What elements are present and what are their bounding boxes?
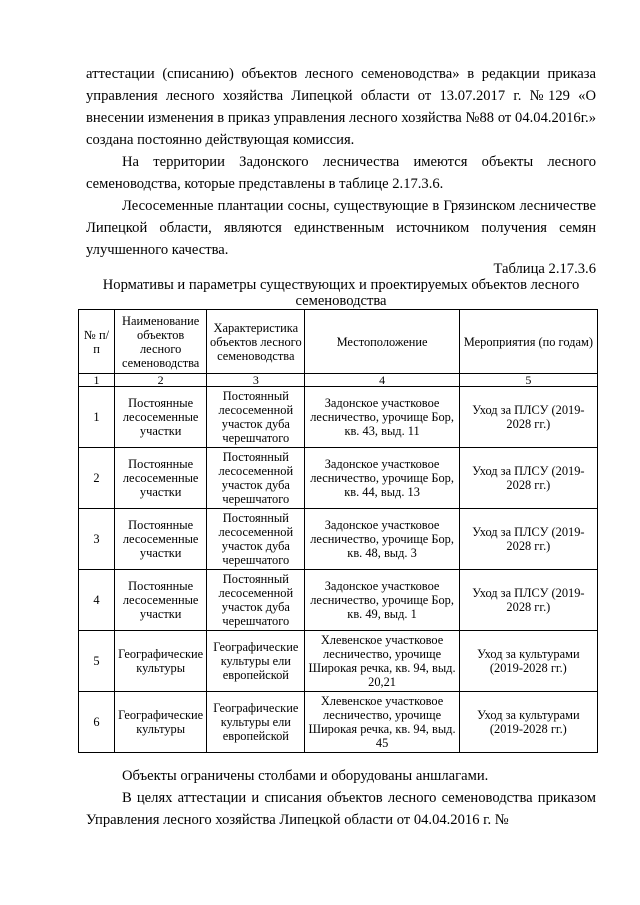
- cell-characteristic: Географические культуры ели европейской: [207, 692, 305, 753]
- cell-activities: Уход за культурами (2019-2028 гг.): [459, 692, 597, 753]
- table-label: Таблица 2.17.3.6: [493, 261, 596, 277]
- table-row: [79, 387, 598, 448]
- cell-location: Хлевенское участковое лесничество, урочище Широкая речка, кв. 94, выд. 20,21: [305, 631, 459, 692]
- table-row: [79, 570, 598, 631]
- table-header-row: [79, 310, 598, 374]
- paragraph-zadonsk: На территории Задонского лесничества имеются объекты лесного семеноводства, которые представлены в таблице 2.17.3.6.: [86, 154, 596, 192]
- column-number: 1: [79, 374, 115, 387]
- seed-objects-table: [78, 309, 598, 753]
- cell-characteristic: Постоянный лесосеменной участок дуба черешчатого: [207, 448, 305, 509]
- cell-object-name: Постоянные лесосеменные участки: [115, 387, 207, 448]
- cell-characteristic: Постоянный лесосеменной участок дуба черешчатого: [207, 387, 305, 448]
- paragraph-attestation: В целях аттестации и списания объектов лесного семеноводства приказом Управления лесного хозяйства Липецкой области от 04.04.2016 г. №: [86, 790, 596, 828]
- cell-object-name: Постоянные лесосеменные участки: [115, 509, 207, 570]
- table-row: [79, 631, 598, 692]
- cell-location: Задонское участковое лесничество, урочище Бор, кв. 48, выд. 3: [305, 509, 459, 570]
- header-characteristic: Характеристика объектов лесного семеноводства: [207, 310, 305, 374]
- table-column-numbers-row: [79, 374, 598, 387]
- header-number: № п/п: [79, 310, 115, 374]
- paragraph-plantations: Лесосеменные плантации сосны, существующие в Грязинском лесничестве Липецкой области, являются единственным источником получения семян улучшенного качества.: [86, 198, 596, 258]
- cell-location: Задонское участковое лесничество, урочище Бор, кв. 43, выд. 11: [305, 387, 459, 448]
- cell-number: 3: [79, 509, 115, 570]
- cell-characteristic: Постоянный лесосеменной участок дуба черешчатого: [207, 570, 305, 631]
- cell-activities: Уход за ПЛСУ (2019-2028 гг.): [459, 509, 597, 570]
- cell-number: 2: [79, 448, 115, 509]
- cell-activities: Уход за ПЛСУ (2019-2028 гг.): [459, 387, 597, 448]
- cell-number: 5: [79, 631, 115, 692]
- cell-location: Задонское участковое лесничество, урочище Бор, кв. 49, выд. 1: [305, 570, 459, 631]
- column-number: 5: [459, 374, 597, 387]
- paragraph-boundaries: Объекты ограничены столбами и оборудованы аншлагами.: [122, 768, 489, 784]
- cell-activities: Уход за культурами (2019-2028 гг.): [459, 631, 597, 692]
- header-location: Местоположение: [305, 310, 459, 374]
- cell-activities: Уход за ПЛСУ (2019-2028 гг.): [459, 570, 597, 631]
- column-number: 3: [207, 374, 305, 387]
- cell-object-name: Постоянные лесосеменные участки: [115, 448, 207, 509]
- table-row: [79, 692, 598, 753]
- cell-activities: Уход за ПЛСУ (2019-2028 гг.): [459, 448, 597, 509]
- header-activities: Мероприятия (по годам): [459, 310, 597, 374]
- paragraph-commission: аттестации (списанию) объектов лесного семеноводства» в редакции приказа управления лесного хозяйства Липецкой области от 13.07.2017 г. №129 «О внесении изменения в приказ управления лесного хозяйства №88 от 04.04.2016г.» создана постоянно действующая комиссия.: [86, 66, 596, 148]
- header-object-name: Наименование объектов лесного семеноводства: [115, 310, 207, 374]
- cell-object-name: Постоянные лесосеменные участки: [115, 570, 207, 631]
- table-row: [79, 509, 598, 570]
- cell-location: Хлевенское участковое лесничество, урочище Широкая речка, кв. 94, выд. 45: [305, 692, 459, 753]
- column-number: 2: [115, 374, 207, 387]
- column-number: 4: [305, 374, 459, 387]
- cell-number: 6: [79, 692, 115, 753]
- cell-object-name: Географические культуры: [115, 692, 207, 753]
- cell-number: 4: [79, 570, 115, 631]
- cell-location: Задонское участковое лесничество, урочище Бор, кв. 44, выд. 13: [305, 448, 459, 509]
- cell-characteristic: Географические культуры ели европейской: [207, 631, 305, 692]
- cell-object-name: Географические культуры: [115, 631, 207, 692]
- table-row: [79, 448, 598, 509]
- cell-characteristic: Постоянный лесосеменной участок дуба черешчатого: [207, 509, 305, 570]
- table-title: Нормативы и параметры существующих и проектируемых объектов лесного семеноводства: [102, 277, 580, 309]
- cell-number: 1: [79, 387, 115, 448]
